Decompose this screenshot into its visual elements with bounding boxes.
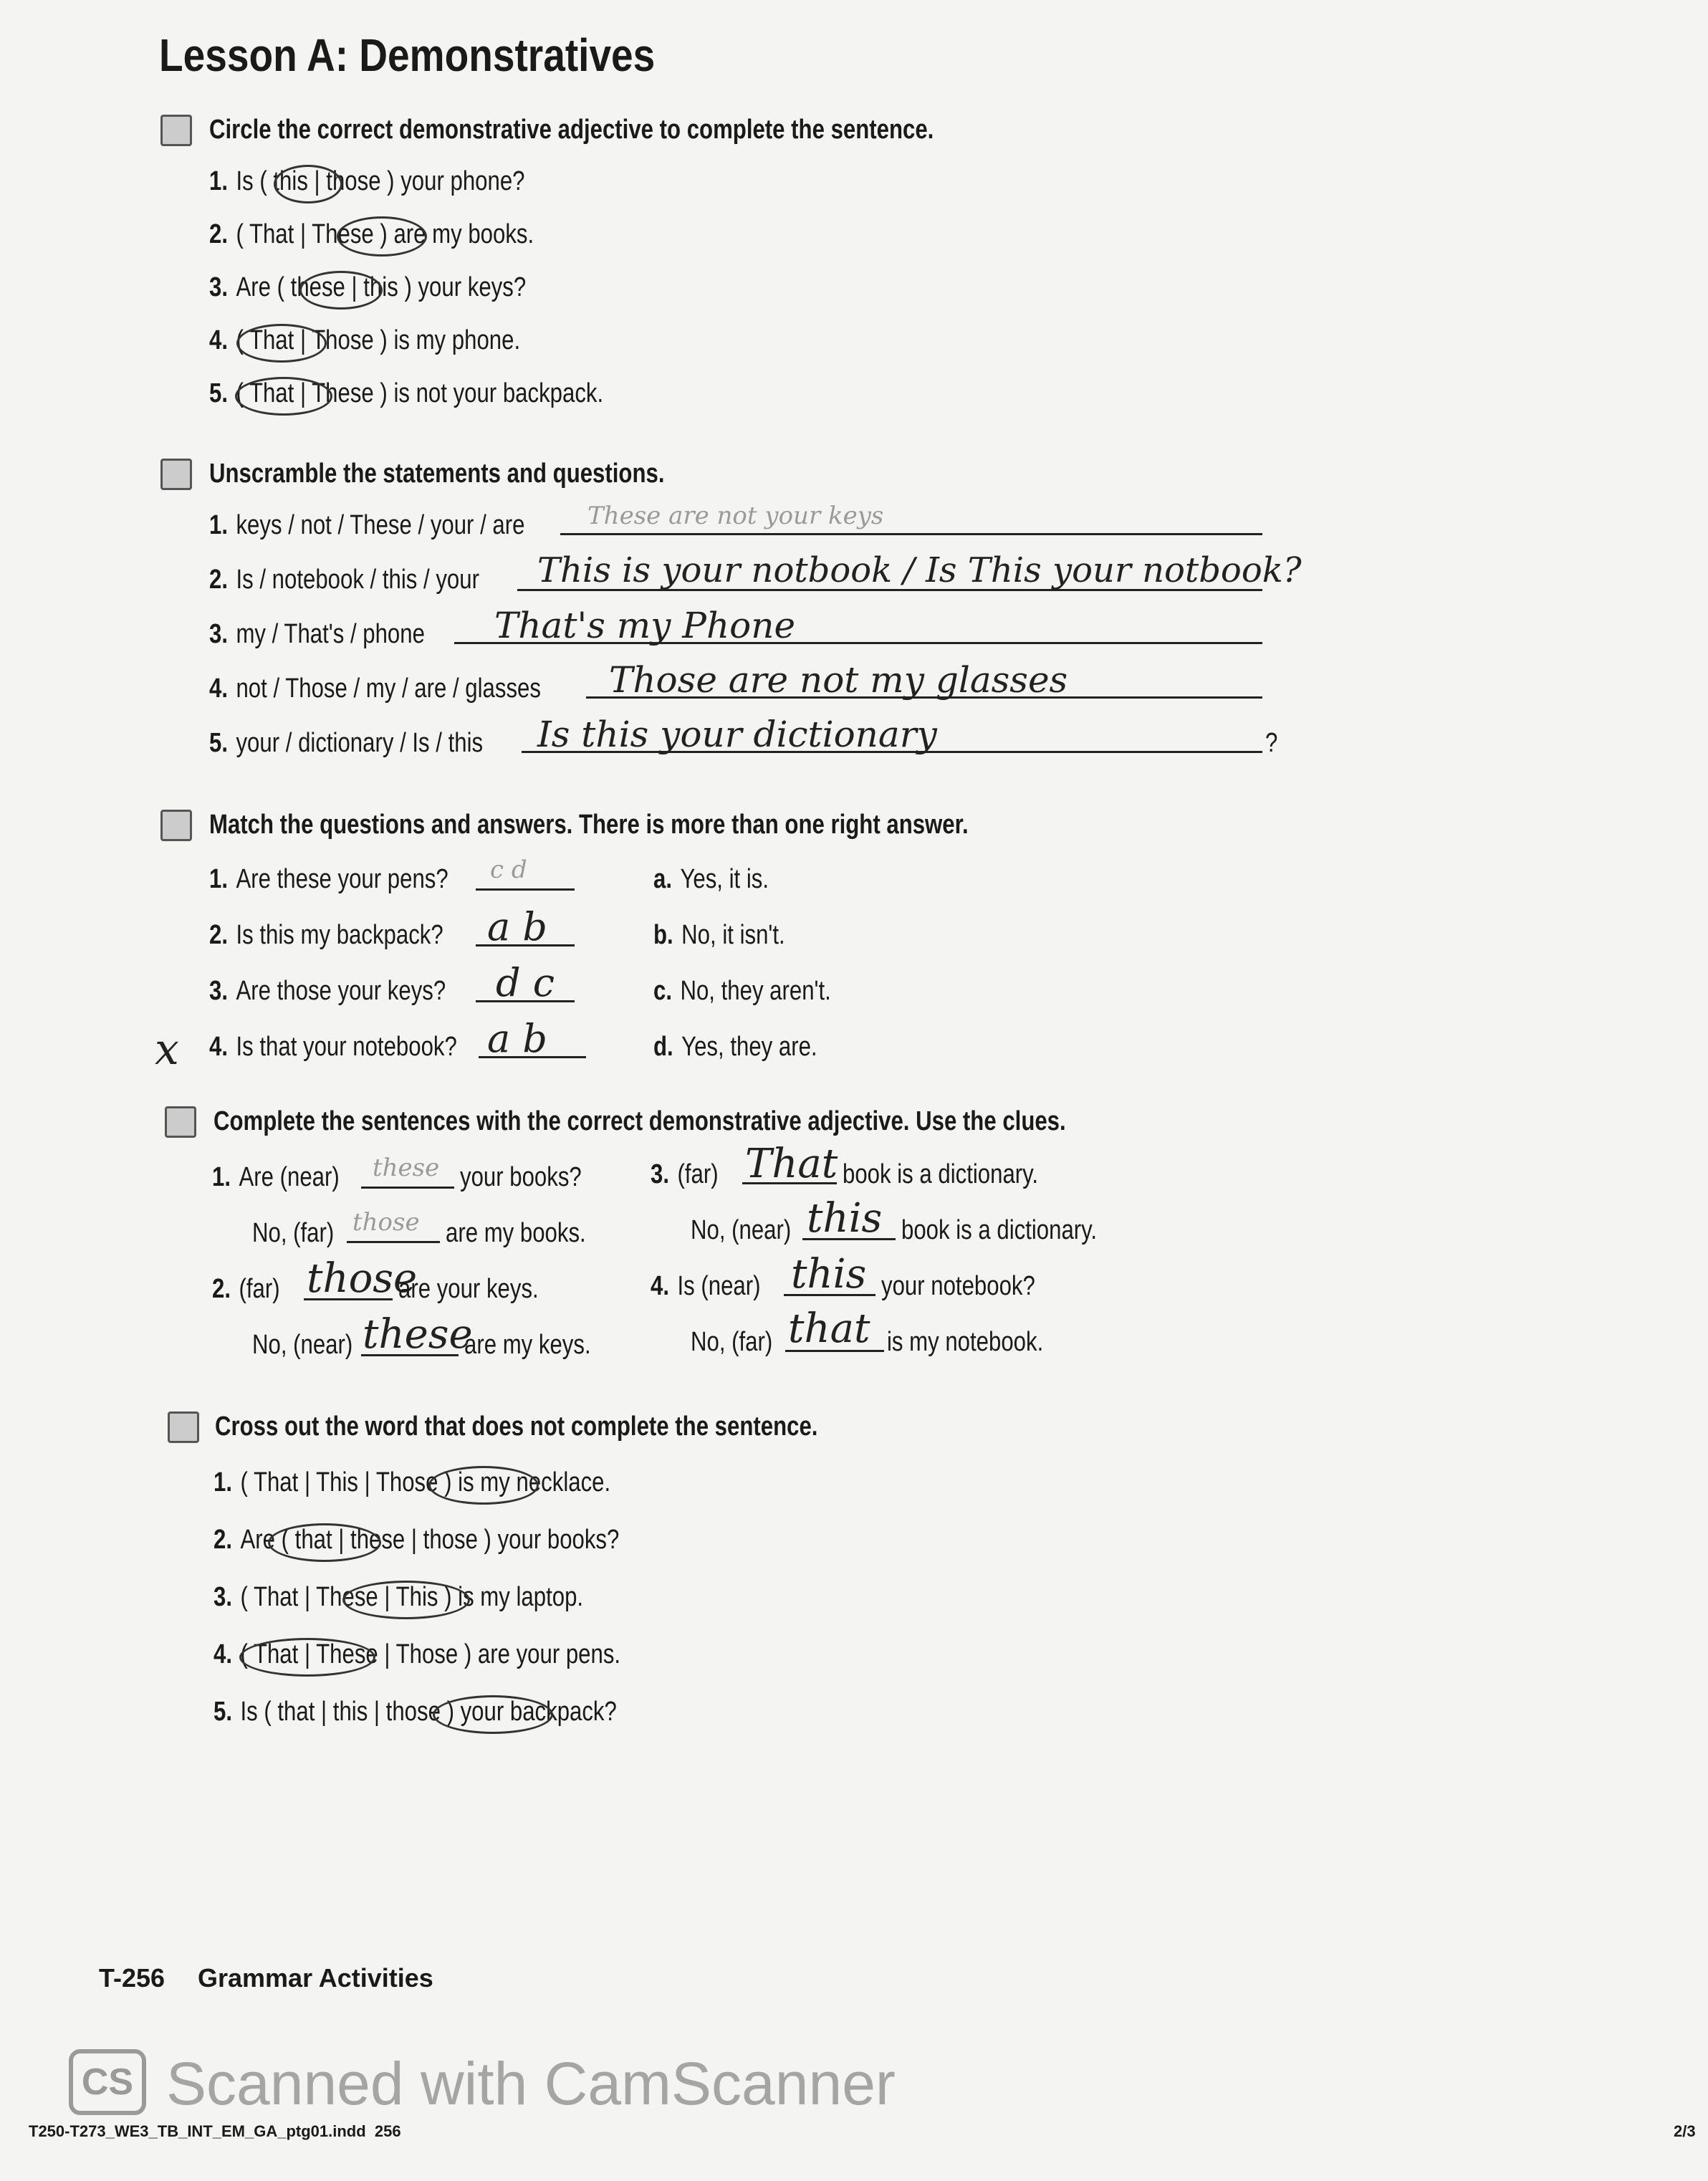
question-row: 2. Is this my backpack? xyxy=(209,920,443,950)
answer-text: That xyxy=(745,1141,838,1187)
list-item: 3. my / That's / phone xyxy=(209,619,425,649)
file-right: 2/3 xyxy=(1674,2122,1696,2140)
item-text: ( That | These | Those ) are your pens. xyxy=(240,1639,621,1669)
footer-section: Grammar Activities xyxy=(198,1963,433,1993)
answer-line xyxy=(476,888,575,891)
answer-text: those xyxy=(307,1255,418,1302)
answer-text: Is this your dictionary xyxy=(537,714,937,755)
list-item: 2. Are ( that | these | those ) your books? xyxy=(214,1525,620,1555)
answer-text: Those are not my glasses xyxy=(609,659,1068,701)
question-text: Are those your keys? xyxy=(236,976,446,1006)
answer-text: These are not your keys xyxy=(587,502,884,530)
answer-circle xyxy=(299,271,383,310)
item-text: ( That | This | Those ) is my necklace. xyxy=(240,1467,611,1497)
watermark-text: Scanned with CamScanner xyxy=(166,2050,896,2117)
item-text: ( That | These | This ) is my laptop. xyxy=(240,1582,584,1612)
section-a-marker xyxy=(160,115,192,146)
list-item: 1. keys / not / These / your / are xyxy=(209,510,525,540)
list-item: 4. ( That | Those ) is my phone. xyxy=(209,325,521,355)
list-item: 3. (far) xyxy=(651,1159,719,1189)
camscanner-logo: CS xyxy=(69,2049,146,2115)
item-text: Are ( that | these | those ) your books? xyxy=(240,1525,620,1555)
list-item: 1. ( That | This | Those ) is my necklace. xyxy=(214,1467,611,1497)
list-item: 4. not / Those / my / are / glasses xyxy=(209,674,541,704)
sentence-end: book is a dictionary. xyxy=(901,1215,1098,1245)
margin-mark: x xyxy=(155,1025,179,1075)
section-c-marker xyxy=(160,810,192,841)
answer-circle xyxy=(239,1638,375,1677)
question-row: 4. Is that your notebook? xyxy=(209,1032,457,1062)
answer-option xyxy=(653,976,831,1007)
answer-option xyxy=(653,864,769,895)
section-c-instruction: Match the questions and answers. There is more than one right answer. xyxy=(209,810,969,840)
file-name: T250-T273_WE3_TB_INT_EM_GA_ptg01.indd 256 xyxy=(29,2122,401,2140)
list-item: 2. Is / notebook / this / your xyxy=(209,565,479,595)
page-number: T-256 xyxy=(99,1963,165,1993)
item-text: ( That | These ) is not your backpack. xyxy=(236,378,604,408)
section-b-instruction: Unscramble the statements and questions. xyxy=(209,459,665,489)
sentence-end: book is a dictionary. xyxy=(843,1159,1039,1189)
list-item: 1. Are (near) xyxy=(212,1162,340,1192)
sentence-start: No, (near) xyxy=(691,1215,792,1245)
item-text: ( That | Those ) is my phone. xyxy=(236,325,521,355)
answer-line xyxy=(347,1241,440,1243)
answer-circle xyxy=(337,216,427,257)
item-prompt: Is / notebook / this / your xyxy=(236,565,479,595)
question-mark: ? xyxy=(1265,728,1278,758)
list-item: 4. ( That | These | Those ) are your pens. xyxy=(214,1639,621,1669)
answer-text: This is your notbook / Is This your notbook? xyxy=(537,550,1302,590)
item-prompt: your / dictionary / Is / this xyxy=(236,728,484,758)
question-row: 3. Are those your keys? xyxy=(209,976,446,1006)
item-text: Is ( this | those ) your phone? xyxy=(236,166,525,196)
answer-text: this xyxy=(807,1195,883,1242)
answer-circle xyxy=(428,1466,539,1505)
question-text: Is that your notebook? xyxy=(236,1032,457,1062)
sentence-end: are your keys. xyxy=(398,1274,539,1304)
section-a-instruction: Circle the correct demonstrative adjective to complete the sentence. xyxy=(209,115,934,145)
list-item: 3. Are ( these | this ) your keys? xyxy=(209,272,527,302)
option-letter: a. xyxy=(653,864,672,894)
list-item: 1. Is ( this | those ) your phone? xyxy=(209,166,525,196)
answer-text: these xyxy=(363,1311,473,1358)
section-d-instruction: Complete the sentences with the correct demonstrative adjective. Use the clues. xyxy=(214,1106,1066,1136)
answer-circle xyxy=(274,165,342,203)
option-text: Yes, they are. xyxy=(681,1032,817,1062)
item-text: Are ( these | this ) your keys? xyxy=(236,272,527,302)
answer-option xyxy=(653,920,785,951)
sentence-start: No, (far) xyxy=(252,1218,335,1248)
sentence-start: No, (near) xyxy=(252,1330,353,1360)
sentence-end: are my books. xyxy=(446,1218,586,1248)
question-text: Is this my backpack? xyxy=(236,920,443,950)
sentence-end: your books? xyxy=(460,1162,582,1192)
option-letter: d. xyxy=(653,1032,673,1062)
answer-text: c d xyxy=(490,855,527,884)
answer-text: this xyxy=(791,1251,867,1298)
section-e-instruction: Cross out the word that does not complete the sentence. xyxy=(215,1411,818,1442)
item-prompt: my / That's / phone xyxy=(236,619,425,649)
answer-circle xyxy=(268,1523,381,1562)
answer-text: That's my Phone xyxy=(494,605,796,646)
list-item: 5. your / dictionary / Is / this xyxy=(209,728,484,758)
list-item: 5. ( That | These ) is not your backpack. xyxy=(209,378,604,408)
sentence-end: are my keys. xyxy=(464,1330,591,1360)
answer-line xyxy=(560,533,1262,535)
list-item: 2. ( That | These ) are my books. xyxy=(209,219,534,249)
answer-text: these xyxy=(373,1154,440,1182)
sentence-end: is my notebook. xyxy=(887,1327,1044,1357)
option-letter: b. xyxy=(653,920,673,950)
sentence-start: No, (far) xyxy=(691,1327,773,1357)
option-text: No, they aren't. xyxy=(680,976,831,1006)
list-item: 4. Is (near) xyxy=(651,1271,761,1301)
section-b-marker xyxy=(160,459,192,490)
page-title: Lesson A: Demonstratives xyxy=(159,29,656,81)
answer-text: a b xyxy=(487,904,547,949)
question-text: Are these your pens? xyxy=(236,864,448,894)
section-d-marker xyxy=(165,1106,196,1138)
answer-circle xyxy=(235,377,332,416)
item-prompt: not / Those / my / are / glasses xyxy=(236,674,541,704)
option-text: Yes, it is. xyxy=(680,864,769,894)
option-text: No, it isn't. xyxy=(681,920,785,950)
answer-option xyxy=(653,1032,817,1063)
answer-text: that xyxy=(788,1305,870,1352)
answer-circle xyxy=(433,1695,553,1734)
item-text: Is ( that | this | those ) your backpack? xyxy=(240,1697,617,1727)
answer-circle xyxy=(236,324,327,363)
list-item: 2. (far) xyxy=(212,1274,280,1304)
answer-text: those xyxy=(352,1208,420,1237)
sentence-end: your notebook? xyxy=(881,1271,1035,1301)
option-letter: c. xyxy=(653,976,672,1006)
list-item: 5. Is ( that | this | those ) your backpack? xyxy=(214,1697,617,1727)
answer-text: a b xyxy=(487,1016,547,1061)
item-text: ( That | These ) are my books. xyxy=(236,219,534,249)
question-row: 1. Are these your pens? xyxy=(209,864,448,894)
answer-circle xyxy=(342,1581,470,1619)
answer-line xyxy=(361,1187,454,1189)
list-item: 3. ( That | These | This ) is my laptop. xyxy=(214,1582,584,1612)
answer-text: d c xyxy=(496,960,555,1005)
item-prompt: keys / not / These / your / are xyxy=(236,510,525,540)
section-e-marker xyxy=(168,1411,199,1443)
